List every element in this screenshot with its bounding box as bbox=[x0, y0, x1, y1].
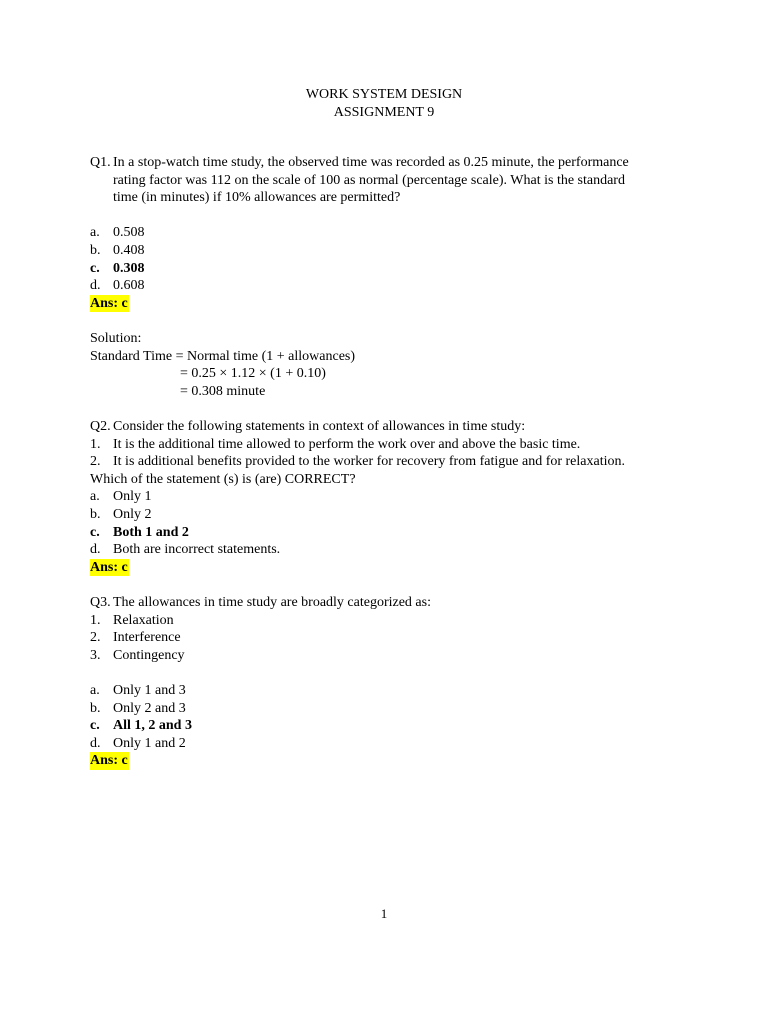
option-text: 0.608 bbox=[113, 278, 145, 294]
option-text: Both 1 and 2 bbox=[113, 524, 189, 540]
option-letter: a. bbox=[90, 489, 100, 505]
item-number: 2. bbox=[90, 630, 101, 646]
option-text: 0.408 bbox=[113, 242, 145, 258]
statement-text: It is additional benefits provided to the worker for recovery from fatigue and for relaxation. bbox=[113, 454, 625, 470]
option-a bbox=[90, 682, 680, 700]
solution-label: Solution: bbox=[90, 330, 142, 346]
page-number: 1 bbox=[380, 906, 388, 921]
answer-row bbox=[90, 295, 680, 313]
question-3-stem bbox=[90, 594, 680, 612]
option-text: Both are incorrect statements. bbox=[113, 542, 281, 558]
item-text: Relaxation bbox=[113, 612, 174, 628]
option-letter: c. bbox=[90, 718, 100, 734]
statement-text: It is the additional time allowed to perform the work over and above the basic time. bbox=[113, 436, 581, 452]
option-c-correct bbox=[90, 717, 680, 735]
item-text: Contingency bbox=[113, 647, 185, 663]
answer-highlight: Ans: c bbox=[90, 295, 128, 311]
assignment-title: ASSIGNMENT 9 bbox=[333, 105, 435, 120]
option-b bbox=[90, 242, 680, 260]
list-item bbox=[90, 612, 680, 630]
option-b bbox=[90, 700, 680, 718]
formula-line: = 0.308 minute bbox=[180, 383, 266, 399]
list-item bbox=[90, 629, 680, 647]
option-a bbox=[90, 224, 680, 242]
document-title: WORK SYSTEM DESIGN bbox=[305, 87, 463, 102]
option-letter: b. bbox=[90, 700, 101, 716]
option-c-correct bbox=[90, 524, 680, 542]
question-text: time (in minutes) if 10% allowances are permitted? bbox=[113, 190, 401, 206]
question-number: Q2. bbox=[90, 419, 111, 434]
option-letter: b. bbox=[90, 506, 101, 522]
option-d bbox=[90, 735, 680, 753]
statement-number: 1. bbox=[90, 436, 101, 452]
option-letter: d. bbox=[90, 735, 101, 751]
question-number: Q3. bbox=[90, 595, 111, 610]
answer-row bbox=[90, 559, 680, 577]
option-d bbox=[90, 541, 680, 559]
option-text: Only 1 bbox=[113, 489, 152, 505]
list-item bbox=[90, 647, 680, 665]
formula-line: Standard Time = Normal time (1 + allowances) bbox=[90, 348, 356, 364]
option-letter: c. bbox=[90, 260, 100, 276]
question-text: rating factor was 112 on the scale of 100 as normal (percentage scale). What is the standard bbox=[113, 172, 625, 188]
question-1 bbox=[90, 154, 680, 400]
answer-highlight: Ans: c bbox=[90, 559, 128, 575]
option-text: 0.308 bbox=[113, 260, 145, 276]
option-c-correct bbox=[90, 260, 680, 278]
question-prompt: Which of the statement (s) is (are) CORRECT? bbox=[90, 471, 356, 487]
option-text: Only 1 and 3 bbox=[113, 682, 186, 698]
question-text: In a stop-watch time study, the observed time was recorded as 0.25 minute, the performance bbox=[113, 155, 629, 170]
answer-row bbox=[90, 752, 680, 770]
question-2-stem bbox=[90, 418, 680, 436]
question-2 bbox=[90, 418, 680, 576]
option-b bbox=[90, 506, 680, 524]
option-d bbox=[90, 277, 680, 295]
option-letter: a. bbox=[90, 682, 100, 698]
option-text: Only 1 and 2 bbox=[113, 735, 186, 751]
option-text: Only 2 and 3 bbox=[113, 700, 186, 716]
item-number: 3. bbox=[90, 647, 101, 663]
answer-highlight: Ans: c bbox=[90, 753, 128, 769]
option-text: 0.508 bbox=[113, 225, 145, 241]
formula-line: = 0.25 × 1.12 × (1 + 0.10) bbox=[180, 366, 326, 382]
question-1-stem bbox=[90, 154, 680, 172]
item-text: Interference bbox=[113, 630, 181, 646]
option-text: Only 2 bbox=[113, 506, 152, 522]
option-letter: d. bbox=[90, 542, 101, 558]
question-number: Q1. bbox=[90, 155, 111, 170]
option-letter: c. bbox=[90, 524, 100, 540]
question-3 bbox=[90, 594, 680, 770]
option-letter: b. bbox=[90, 242, 101, 258]
statement-number: 2. bbox=[90, 454, 101, 470]
option-letter: a. bbox=[90, 225, 100, 241]
option-a bbox=[90, 488, 680, 506]
item-number: 1. bbox=[90, 612, 101, 628]
option-text: All 1, 2 and 3 bbox=[113, 718, 192, 734]
option-letter: d. bbox=[90, 278, 101, 294]
question-text: Consider the following statements in context of allowances in time study: bbox=[113, 419, 526, 434]
statement-1 bbox=[90, 436, 680, 454]
statement-2 bbox=[90, 453, 680, 471]
question-text: The allowances in time study are broadly categorized as: bbox=[113, 595, 431, 610]
